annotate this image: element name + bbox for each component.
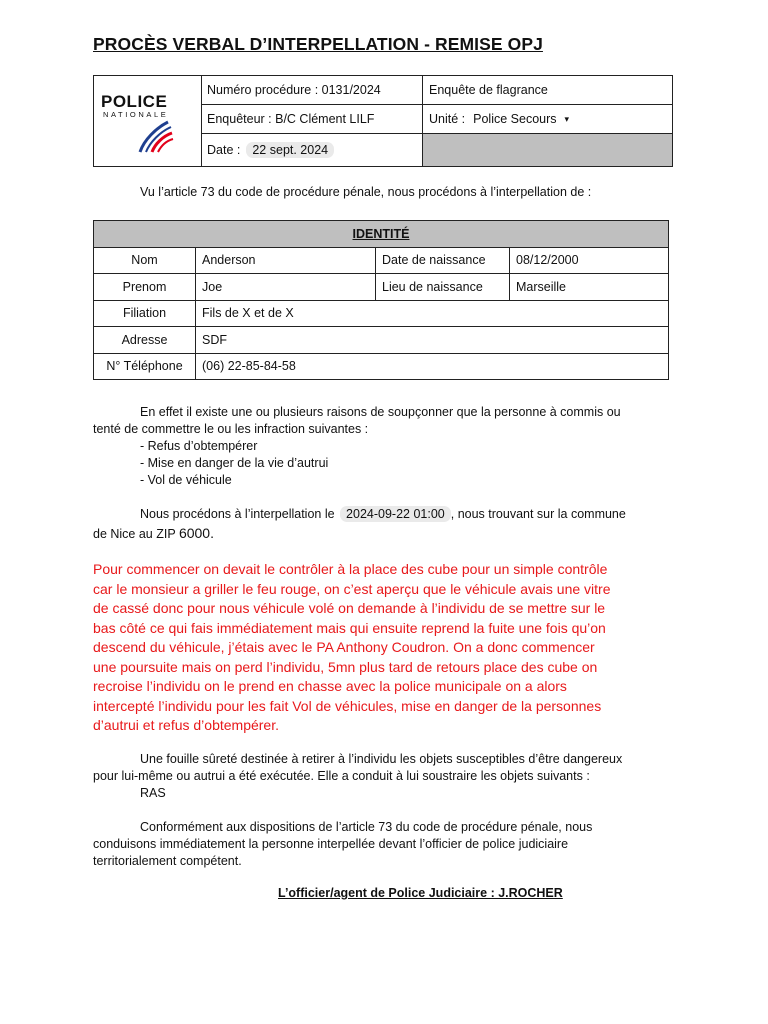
- objets-saisis: RAS: [140, 786, 166, 800]
- dob-label: Date de naissance: [376, 247, 510, 274]
- narrative-block: [93, 560, 611, 736]
- logo-nationale-text: NATIONALE: [103, 110, 169, 119]
- unite-label: Unité :: [429, 112, 466, 126]
- intro-text: Vu l’article 73 du code de procédure pénale, nous procédons à l’interpellation de :: [140, 185, 592, 199]
- page-title: PROCÈS VERBAL D’INTERPELLATION - REMISE OPJ: [93, 34, 543, 54]
- commune-text: de Nice au ZIP: [93, 527, 176, 541]
- fouille-line-1: Une fouille sûreté destinée à retirer à l’individu les objets susceptibles d’être dangereux: [140, 752, 623, 766]
- date-field[interactable]: [201, 134, 423, 166]
- lieu-value: Marseille: [510, 274, 669, 301]
- conformement-line-1: Conformément aux dispositions de l’article 73 du code de procédure pénale, nous: [140, 820, 593, 834]
- narrative-line: recroise l’individu on le prend en chasse avec la police municipale on a alors: [93, 678, 567, 694]
- police-logo: [94, 76, 202, 166]
- filiation-label: Filiation: [94, 300, 196, 327]
- header-box: [93, 75, 673, 167]
- lieu-label: Lieu de naissance: [376, 274, 510, 301]
- date-chip[interactable]: 22 sept. 2024: [246, 142, 334, 158]
- telephone-label: N° Téléphone: [94, 353, 196, 380]
- narrative-line: descend du véhicule, j’étais avec le PA Anthony Coudron. On a donc commencer: [93, 639, 595, 655]
- conformement-line-3: territorialement compétent.: [93, 854, 242, 868]
- narrative-line: de cassé donc pour nous véhicule volé on demande à l’individu de se mettre sur le: [93, 600, 606, 616]
- nom-value: Anderson: [196, 247, 376, 274]
- infraction-item: - Mise en danger de la vie d’autrui: [140, 456, 329, 470]
- narrative-line: une poursuite mais on perd l’individu, 5mn plus tard de retours place des cube on: [93, 658, 598, 675]
- unite-field[interactable]: [423, 105, 672, 134]
- identity-table: [93, 220, 669, 380]
- narrative-line: bas côté ce qui fais immédiatement mais qui ensuite reprend la fuite une fois qu’on: [93, 619, 606, 636]
- raisons-line-2: tenté de commettre le ou les infraction suivantes :: [93, 422, 369, 436]
- interpellation-suffix: , nous trouvant sur la commune: [450, 507, 626, 521]
- interpellation-line-2: [93, 525, 214, 543]
- interpellation-prefix: Nous procédons à l’interpellation le: [140, 507, 335, 521]
- narrative-line: intercepté l’individu pour les fait Vol de véhicules, mise en danger de la personnes: [93, 697, 602, 714]
- interpellation-datetime-chip[interactable]: 2024-09-22 01:00: [340, 506, 451, 522]
- prenom-label: Prenom: [94, 274, 196, 301]
- unite-value: Police Secours: [473, 112, 557, 126]
- narrative-line: d’autrui et refus d’obtempérer.: [93, 717, 279, 733]
- narrative-line: Pour commencer on devait le contrôler à la place des cube pour un simple contrôle: [93, 561, 608, 577]
- infraction-item: - Vol de véhicule: [140, 473, 232, 487]
- tricolor-flame-icon: [134, 118, 174, 154]
- fouille-line-2: pour lui-même ou autrui a été exécutée. Elle a conduit à lui soustraire les objets suivants :: [93, 769, 590, 783]
- adresse-label: Adresse: [94, 327, 196, 354]
- empty-gray-cell: [423, 134, 672, 166]
- chevron-down-icon[interactable]: ▾: [564, 113, 570, 124]
- date-label: Date :: [207, 143, 241, 157]
- narrative-line: car le monsieur a griller le feu rouge, on c’est aperçu que le véhicule avais une vitre: [93, 580, 611, 597]
- enquete-type: Enquête de flagrance: [423, 76, 672, 105]
- adresse-value: SDF: [196, 327, 669, 354]
- raisons-line-1: En effet il existe une ou plusieurs raisons de soupçonner que la personne à commis ou: [140, 405, 621, 419]
- filiation-value: Fils de X et de X: [196, 300, 669, 327]
- dob-value: 08/12/2000: [510, 247, 669, 274]
- conformement-line-2: conduisons immédiatement la personne interpellée devant l’officier de police judiciaire: [93, 837, 569, 851]
- zip-value: 6000.: [178, 525, 214, 541]
- logo-police-text: POLICE: [101, 92, 168, 111]
- telephone-value: (06) 22-85-84-58: [196, 353, 669, 380]
- infraction-item: - Refus d’obtempérer: [140, 439, 258, 453]
- enqueteur: Enquêteur : B/C Clément LILF: [201, 105, 423, 134]
- prenom-value: Joe: [196, 274, 376, 301]
- signature-line: L’officier/agent de Police Judiciaire : J.ROCHER: [278, 886, 563, 900]
- nom-label: Nom: [94, 247, 196, 274]
- identity-header: IDENTITÉ: [94, 221, 669, 248]
- interpellation-line-1: [140, 506, 626, 523]
- procedure-number: Numéro procédure : 0131/2024: [201, 76, 423, 105]
